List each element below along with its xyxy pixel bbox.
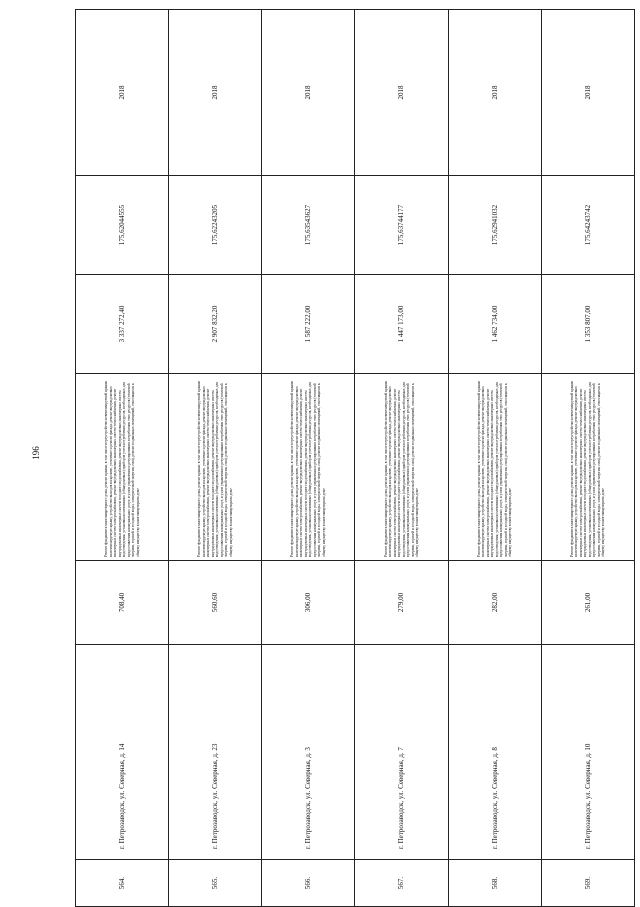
address-cell: г. Петрозаводск, ул. Северная, д. 3 (262, 645, 355, 860)
works-cell: Ремонт фундамента многоквартирного дома, ремонт крыши, в том числе переустройство невентилируемой крыши на вентилируемую крышу, устройство выходов на кровлю, утепление и ремонт фасада, ремонт внутридомовых инженерных систем электроснабжения, ремонт внутридомовых инженерных систем теплоснабжения, ремонт внутридомовых инженерных систем холодного водоснабжения, ремонт внутридомовых инженерных систем водоотведения, установка коллективных (общедомовых) приборов учета потребления ресурсов, необходимых для предоставления коммунальных услуг, и узлов управления и регулирования потребления этих ресурсов (тепловой энергии, горячей и холодной воды, электрической энергии, газа), ремонт подвальных помещений, относящихся к общему имуществу в многоквартирном доме (262, 374, 355, 561)
code-cell: 175,62941032 (448, 176, 541, 275)
cost-cell: 1 587 222,00 (262, 275, 355, 374)
cost-cell: 1 462 734,00 (448, 275, 541, 374)
works-cell: Ремонт фундамента многоквартирного дома, ремонт крыши, в том числе переустройство невентилируемой крыши на вентилируемую крышу, устройство выходов на кровлю, утепление и ремонт фасада, ремонт внутридомовых инженерных систем электроснабжения, ремонт внутридомовых инженерных систем теплоснабжения, ремонт внутридомовых инженерных систем холодного водоснабжения, ремонт внутридомовых инженерных систем водоотведения, установка коллективных (общедомовых) приборов учета потребления ресурсов, необходимых для предоставления коммунальных услуг, и узлов управления и регулирования потребления этих ресурсов (тепловой энергии, горячей и холодной воды, электрической энергии, газа), ремонт подвальных помещений, относящихся к общему имуществу в многоквартирном доме (448, 374, 541, 561)
address-cell: г. Петрозаводск, ул. Северная, д. 7 (355, 645, 448, 860)
table-row (262, 10, 355, 907)
code-cell: 175,63543627 (262, 176, 355, 275)
works-cell: Ремонт фундамента многоквартирного дома, ремонт крыши, в том числе переустройство невентилируемой крыши на вентилируемую крышу, устройство выходов на кровлю, утепление и ремонт фасада, ремонт внутридомовых инженерных систем электроснабжения, ремонт внутридомовых инженерных систем теплоснабжения, ремонт внутридомовых инженерных систем холодного водоснабжения, ремонт внутридомовых инженерных систем водоотведения, установка коллективных (общедомовых) приборов учета потребления ресурсов, необходимых для предоставления коммунальных услуг, и узлов управления и регулирования потребления этих ресурсов (тепловой энергии, горячей и холодной воды, электрической энергии, газа), ремонт подвальных помещений, относящихся к общему имуществу в многоквартирном доме (355, 374, 448, 561)
page-number: 196 (31, 446, 41, 460)
row-number: 565. (169, 860, 262, 907)
cost-cell: 1 353 807,00 (541, 275, 634, 374)
year-cell: 2018 (448, 10, 541, 176)
code-cell: 175,64243742 (541, 176, 634, 275)
area-cell: 560,60 (169, 561, 262, 645)
address-cell: г. Петрозаводск, ул. Северная, д. 14 (76, 645, 169, 860)
table-row (541, 10, 634, 907)
year-cell: 2018 (541, 10, 634, 176)
area-cell: 282,00 (448, 561, 541, 645)
area-cell: 261,00 (541, 561, 634, 645)
code-cell: 175,62044555 (76, 176, 169, 275)
cost-cell: 2 907 832,20 (169, 275, 262, 374)
works-cell: Ремонт фундамента многоквартирного дома, ремонт крыши, в том числе переустройство невентилируемой крыши на вентилируемую крышу, устройство выходов на кровлю, утепление и ремонт фасада, ремонт внутридомовых инженерных систем электроснабжения, ремонт внутридомовых инженерных систем теплоснабжения, ремонт внутридомовых инженерных систем холодного водоснабжения, ремонт внутридомовых инженерных систем водоотведения, установка коллективных (общедомовых) приборов учета потребления ресурсов, необходимых для предоставления коммунальных услуг, и узлов управления и регулирования потребления этих ресурсов (тепловой энергии, горячей и холодной воды, электрической энергии, газа), ремонт подвальных помещений, относящихся к общему имуществу в многоквартирном доме (541, 374, 634, 561)
year-cell: 2018 (355, 10, 448, 176)
table-row (448, 10, 541, 907)
table-row (169, 10, 262, 907)
address-cell: г. Петрозаводск, ул. Северная, д. 10 (541, 645, 634, 860)
year-cell: 2018 (262, 10, 355, 176)
table-row (355, 10, 448, 907)
address-cell: г. Петрозаводск, ул. Северная, д. 8 (448, 645, 541, 860)
year-cell: 2018 (76, 10, 169, 176)
area-cell: 279,00 (355, 561, 448, 645)
address-cell: г. Петрозаводск, ул. Северная, д. 23 (169, 645, 262, 860)
repair-program-table (75, 9, 635, 907)
code-cell: 175,62243205 (169, 176, 262, 275)
code-cell: 175,63744177 (355, 176, 448, 275)
cost-cell: 1 447 173,00 (355, 275, 448, 374)
table-wrapper (75, 77, 635, 907)
row-number: 567. (355, 860, 448, 907)
row-number: 569. (541, 860, 634, 907)
row-number: 568. (448, 860, 541, 907)
cost-cell: 3 337 272,40 (76, 275, 169, 374)
works-cell: Ремонт фундамента многоквартирного дома, ремонт крыши, в том числе переустройство невентилируемой крыши на вентилируемую крышу, устройство выходов на кровлю, утепление и ремонт фасада, ремонт внутридомовых инженерных систем электроснабжения, ремонт внутридомовых инженерных систем теплоснабжения, ремонт внутридомовых инженерных систем холодного водоснабжения, ремонт внутридомовых инженерных систем водоотведения, установка коллективных (общедомовых) приборов учета потребления ресурсов, необходимых для предоставления коммунальных услуг, и узлов управления и регулирования потребления этих ресурсов (тепловой энергии, горячей и холодной воды, электрической энергии, газа), ремонт подвальных помещений, относящихся к общему имуществу в многоквартирном доме (169, 374, 262, 561)
area-cell: 708,40 (76, 561, 169, 645)
year-cell: 2018 (169, 10, 262, 176)
works-cell: Ремонт фундамента многоквартирного дома, ремонт крыши, в том числе переустройство невентилируемой крыши на вентилируемую крышу, устройство выходов на кровлю, утепление и ремонт фасада, ремонт внутридомовых инженерных систем электроснабжения, ремонт внутридомовых инженерных систем теплоснабжения, ремонт внутридомовых инженерных систем холодного водоснабжения, ремонт внутридомовых инженерных систем водоотведения, установка коллективных (общедомовых) приборов учета потребления ресурсов, необходимых для предоставления коммунальных услуг, и узлов управления и регулирования потребления этих ресурсов (тепловой энергии, горячей и холодной воды, электрической энергии, газа), ремонт подвальных помещений, относящихся к общему имуществу в многоквартирном доме (76, 374, 169, 561)
area-cell: 306,00 (262, 561, 355, 645)
row-number: 566. (262, 860, 355, 907)
table-row (76, 10, 169, 907)
row-number: 564. (76, 860, 169, 907)
